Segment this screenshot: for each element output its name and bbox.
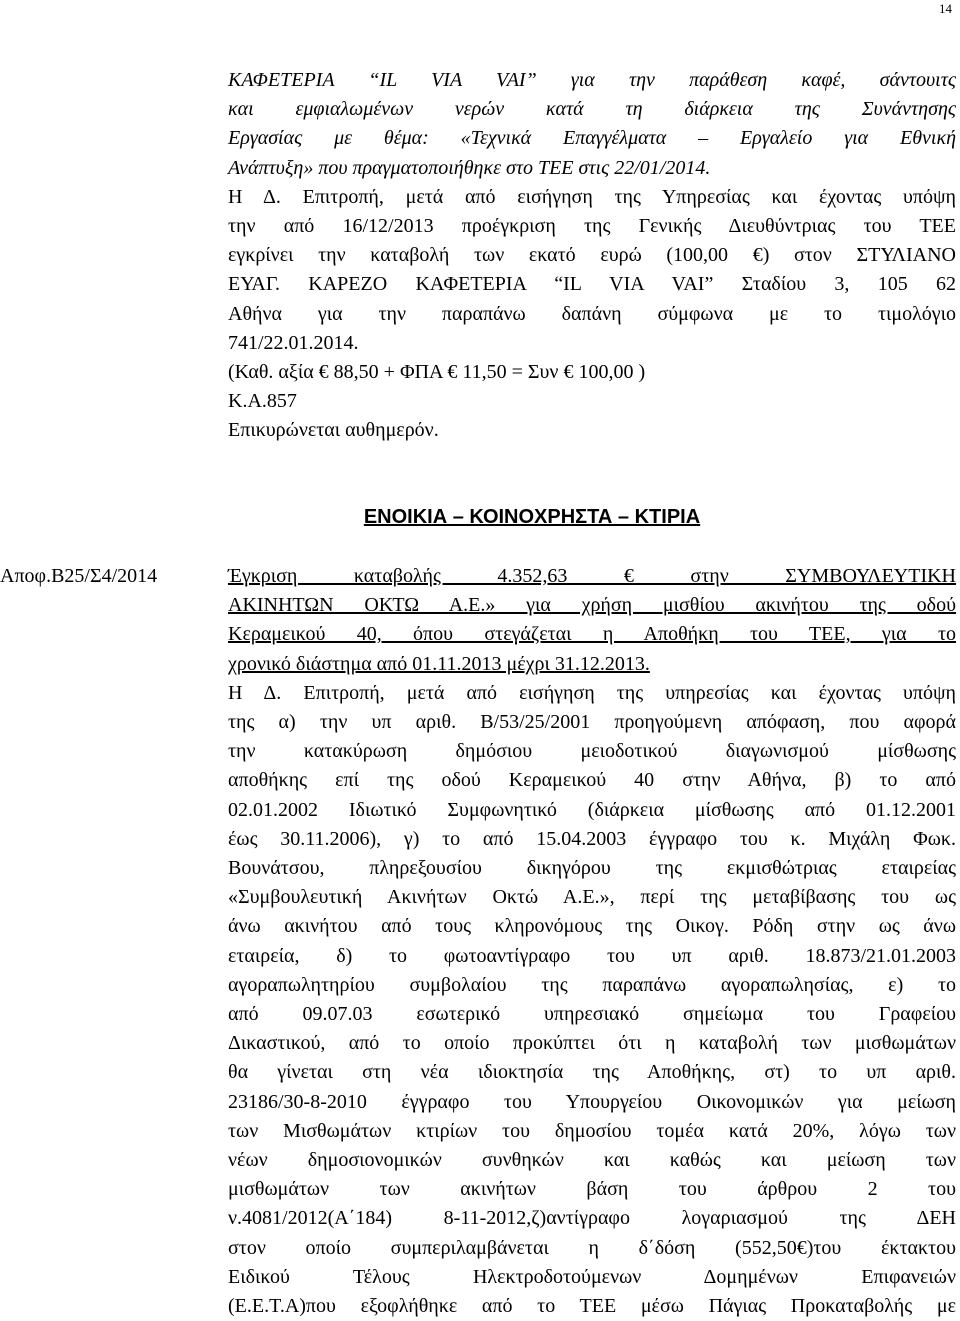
section-rent-approval [228, 562, 956, 1321]
text-line: αγοραπωλητηρίου συμβολαίου της παραπάνω αγοραπωλησίας, ε) το [228, 973, 956, 996]
text-line: Βουνάτσου, πληρεξουσίου δικηγόρου της εκμισθώτριας εταιρείας [228, 857, 956, 880]
text-line: μισθωμάτων των ακινήτων βάση του άρθρου 2 του [228, 1178, 956, 1201]
text-line: 02.01.2002 Ιδιωτικό Συμφωνητικό (διάρκεια μίσθωσης από 01.12.2001 [228, 798, 956, 821]
text-line: την από 16/12/2013 προέγκριση της Γενικής Διευθύντριας του ΤΕΕ [228, 215, 956, 238]
text-line: 23186/30-8-2010 έγγραφο του Υπουργείου Οικονομικών για μείωση [228, 1090, 956, 1113]
budget-code: Κ.Α.857 [228, 390, 297, 413]
page-number: 14 [939, 1, 952, 16]
amount-breakdown: (Καθ. αξία € 88,50 + ΦΠΑ € 11,50 = Συν € 100,00 ) [228, 361, 646, 384]
decision-subject-line: Έγκριση καταβολής 4.352,63 € στην ΣΥΜΒΟΥΛΕΥΤΙΚΗ [228, 565, 956, 587]
text-line: «Συμβουλευτική Ακινήτων Οκτώ Α.Ε.», περί της μεταβίβασης του ως [228, 886, 956, 909]
text-line: έως 30.11.2006), γ) το από 15.04.2003 έγγραφο του κ. Μιχάλη Φωκ. [228, 827, 956, 850]
decision-subject-line: χρονικό διάστημα από 01.11.2013 μέχρι 31.12.2013. [228, 652, 650, 675]
ratification-note: Επικυρώνεται αυθημερόν. [228, 419, 439, 442]
decision-subject-line: Κεραμεικού 40, όπου στεγάζεται η Αποθήκη του ΤΕΕ, για το [228, 623, 956, 646]
text-line: στον οποίο συμπεριλαμβάνεται η δ΄δόση (552,50€)του έκτακτου [228, 1236, 956, 1259]
text-line: εταιρεία, δ) το φωτοαντίγραφο του υπ αριθ. 18.873/21.01.2003 [228, 944, 956, 967]
text-line: Ειδικού Τέλους Ηλεκτροδοτούμενων Δομημένων Επιφανειών [228, 1265, 956, 1288]
text-line: από 09.07.03 εσωτερικό υπηρεσιακό σημείωμα του Γραφείου [228, 1003, 956, 1026]
text-line: την κατακύρωση δημόσιου μειοδοτικού διαγωνισμού μίσθωσης [228, 740, 956, 763]
text-line: της α) την υπ αριθ. Β/53/25/2001 προηγούμενη απόφαση, που αφορά [228, 711, 956, 734]
section-heading: ΕΝΟΙΚΙΑ – ΚΟΙΝΟΧΡΗΣΤΑ – ΚΤΙΡΙΑ [363, 506, 701, 528]
section-cafeteria-approval [228, 66, 956, 446]
text-line: ΕΥΑΓ. ΚΑΡΕΖΟ ΚΑΦΕΤΕΡΙΑ “IL VIA VAI” Σταδίου 3, 105 62 [228, 273, 956, 296]
text-line: θα γίνεται στη νέα ιδιοκτησία της Αποθήκης, στ) το υπ αριθ. [228, 1061, 956, 1084]
text-line: Δικαστικού, από το οποίο προκύπτει ότι η καταβολή των μισθωμάτων [228, 1032, 956, 1055]
text-line: αποθήκης επί της οδού Κεραμεικού 40 στην Αθήνα, β) το από [228, 769, 956, 792]
decision-number: Αποφ.Β25/Σ4/2014 [0, 565, 158, 587]
text-line: Ανάπτυξη» που πραγματοποιήθηκε στο ΤΕΕ στις 22/01/2014. [228, 156, 711, 179]
text-line: ΚΑΦΕΤΕΡΙΑ “IL VIA VAI” για την παράθεση καφέ, σάντουιτς [228, 69, 956, 91]
text-line: Η Δ. Επιτροπή, μετά από εισήγηση της Υπηρεσίας και έχοντας υπόψη [228, 185, 956, 208]
text-line: άνω ακινήτου από τους κληρονόμους της Οικογ. Ρόδη στην ως άνω [228, 915, 956, 938]
text-line: Εργασίας με θέμα: «Τεχνικά Επαγγέλματα – Εργαλείο για Εθνική [228, 127, 956, 150]
text-line: εγκρίνει την καταβολή των εκατό ευρώ (100,00 €) στον ΣΤΥΛΙΑΝΟ [228, 244, 956, 267]
decision-subject-line: ΑΚΙΝΗΤΩΝ ΟΚΤΩ Α.Ε.» για χρήση μισθίου ακινήτου της οδού [228, 594, 956, 617]
text-line: των Μισθωμάτων κτιρίων του δημοσίου τομέα κατά 20%, λόγω των [228, 1119, 956, 1142]
text-line: Αθήνα για την παραπάνω δαπάνη σύμφωνα με το τιμολόγιο [228, 302, 956, 325]
text-line: ν.4081/2012(Α΄184) 8-11-2012,ζ)αντίγραφο λογαριασμού της ΔΕΗ [228, 1207, 956, 1230]
text-line: 741/22.01.2014. [228, 331, 359, 354]
text-line: νέων δημοσιονομικών συνθηκών και καθώς και μείωση των [228, 1149, 956, 1172]
text-line: και εμφιαλωμένων νερών κατά τη διάρκεια της Συνάντησης [228, 98, 956, 121]
text-line: (Ε.Ε.Τ.Α)που εξοφλήθηκε από το ΤΕΕ μέσω Πάγιας Προκαταβολής με [228, 1295, 956, 1318]
text-line: Η Δ. Επιτροπή, μετά από εισήγηση της υπηρεσίας και έχοντας υπόψη [228, 681, 956, 704]
